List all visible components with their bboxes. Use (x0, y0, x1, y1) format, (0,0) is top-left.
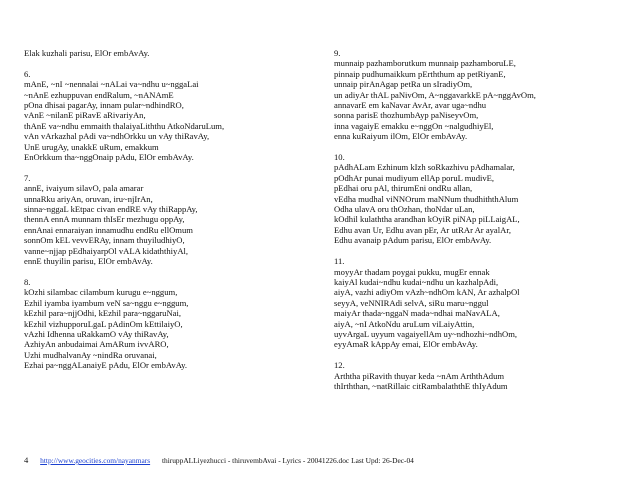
verse-line: uyvArgaL uyyum vagaiyellAm uy~ndhozhi~ndhOm, (334, 328, 518, 339)
stanza (24, 69, 316, 163)
stanza-number: 9. (334, 48, 341, 58)
page-footer (24, 455, 414, 465)
verse-line: enna kuRaiyum ilOm, ElOr embAvAy. (334, 131, 468, 142)
verse-line: sinna~nggaL kEtpac civan endRE vAy thiRappAy, (24, 204, 198, 215)
verse-line: vEdha mudhal viNNOrum maNNum thudhiththAlum (334, 193, 519, 204)
verse-line: ennAnai ennaraiyan innamudhu endRu ellOmum (24, 224, 193, 235)
right-column (334, 48, 624, 391)
footer-link[interactable]: http://www.geocities.com/nayanmars (40, 456, 151, 465)
verse-line: ~nAnE ezhuppuvan endRalum, ~nANAmE (24, 89, 174, 100)
verse-line: Edhu avan Ur, Edhu avan pEr, Ar utRAr Ar ayalAr, (334, 224, 512, 235)
verse-line: sonnOm kEL vevvERAy, innam thuyiludhiyO, (24, 235, 185, 246)
verse-line: eyyAmaR kAppAy emai, ElOr embAvAy. (334, 339, 478, 350)
stanza (24, 173, 316, 267)
verse-line: Edhu avanaip pAdum parisu, ElOr embAvAy. (334, 235, 492, 246)
verse-line: pOna dhisai pagarAy, innam pular~ndhindRO, (24, 100, 184, 111)
verse-line: munnaip pazhamborutkum munnaip pazhamboruLE, (334, 58, 516, 69)
verse-line: unnaip pirAnAgap petRa un sIradiyOm, (334, 79, 473, 90)
verse-line: vAzhi Idhenna uRakkamO vAy thiRavAy, (24, 328, 169, 339)
footer-text: thiruppALLiyezhucci - thiruvembAvai - Lyrics - 20041226.doc Last Upd: 26-Dec-04 (161, 456, 414, 465)
page-number: 4 (24, 455, 29, 465)
stanza-number: 7. (24, 172, 31, 183)
stanza-number: 8. (24, 276, 31, 287)
stanza-number: 10. (334, 152, 345, 163)
verse-line: vanne~njjap pEdhaiyarpOl vALA kidaththiyAl, (24, 245, 189, 256)
verse-line: maiyAr thada~nggaN mada~ndhai maNavALA, (334, 308, 500, 319)
verse-line: pEdhai oru pAl, thirumEni ondRu allan, (334, 183, 473, 194)
verse-line: aiyA, ~nI AtkoNdu aruLum viLaiyAttin, (334, 318, 475, 329)
verse-line: pOdhAr punai mudiyum ellAp poruL mudivE, (334, 172, 495, 183)
verse-line: Arththa piRavith thuyar keda ~nAm ArththAdum (334, 370, 505, 381)
stanza-gap (24, 267, 316, 277)
left-column (24, 48, 316, 371)
stanza (334, 256, 624, 350)
verse-line: vAn vArkazhal pAdi va~ndhOrkku un vAy thiRavAy, (24, 131, 210, 142)
verse-line: seyyA, veNNIRAdi selvA, siRu maru~nggul (334, 297, 489, 308)
verse-line: Ezhil iyamba iyambum veN sa~nggu e~nggum, (24, 297, 189, 308)
verse-line: kaiyAl kudai~ndhu kudai~ndhu un kazhalpAdi, (334, 276, 499, 287)
stanza-number: 6. (24, 68, 31, 79)
verse-line: Uzhi mudhalvanAy ~nindRa oruvanai, (24, 349, 157, 360)
stanza-gap (24, 162, 316, 172)
stanza-gap (334, 142, 624, 152)
verse-line: annE, ivaiyum silavO, pala amarar (24, 183, 144, 194)
verse-line: mAnE, ~nI ~nennalai ~nALai va~ndhu u~nggaLai (24, 79, 199, 90)
stanza-number: 12. (334, 360, 345, 371)
verse-line: inna vagaiyE emakku e~nggOn ~nalgudhiyEl, (334, 120, 494, 131)
stanza (334, 360, 624, 391)
verse-line: kOdhil kulaththa arandhan kOyiR piNAp piLLaigAL, (334, 214, 520, 225)
verse-line: ennE thuyilin parisu, ElOr embAvAy. (24, 256, 153, 267)
stanza (334, 152, 624, 246)
verse-line: unnaRku ariyAn, oruvan, iru~njIrAn, (24, 193, 153, 204)
verse-line: Ezhai pa~nggALanaiyE pAdu, ElOr embAvAy. (24, 360, 188, 371)
verse-line: thennA ennA munnam thIsEr mezhugu oppAy, (24, 214, 185, 225)
verse-line: aiyA, vazhi adiyOm vAzh~ndhOm kAN, Ar azhalpOl (334, 287, 520, 298)
stanza-gap (24, 58, 316, 68)
stanza (24, 277, 316, 371)
verse-line: sonna parisE thozhumbAyp paNiseyvOm, (334, 110, 479, 121)
verse-line: thAnE va~ndhu emmaith thalaiyaLiththu AtkoNdaruLum, (24, 120, 225, 131)
verse-line: moyyAr thadam poygai pukku, mugEr ennak (334, 266, 490, 277)
verse-line: AzhiyAn anbudaimai AmARum ivvARO, (24, 339, 169, 350)
verse-line: EnOrkkum tha~nggOnaip pAdu, ElOr embAvAy. (24, 152, 194, 163)
verse-line: Odha ulavA oru thOzhan, thoNdar uLan, (334, 204, 475, 215)
verse-line: vAnE ~nilanE piRavE aRivariyAn, (24, 110, 146, 121)
stanza (24, 48, 316, 58)
verse-line: kOzhi silambac cilambum kurugu e~nggum, (24, 287, 178, 298)
verse-line: kEzhil vizhupporuLgaL pAdinOm kEttilaiyO, (24, 318, 183, 329)
verse-line: pAdhALam Ezhinum kIzh soRkazhivu pAdhamalar, (334, 162, 515, 173)
verse-line: Elak kuzhali parisu, ElOr embAvAy. (24, 48, 150, 58)
stanza-gap (334, 246, 624, 256)
stanza (334, 48, 624, 142)
verse-line: kEzhil para~njjOdhi, kEzhil para~nggaruNai, (24, 308, 182, 319)
stanza-gap (334, 350, 624, 360)
verse-line: annavarE em kaNavar AvAr, avar uga~ndhu (334, 100, 487, 111)
verse-line: pinnaip pudhumaikkum pErththum ap petRiyanE, (334, 68, 506, 79)
verse-line: thIrththan, ~natRillaic citRambalaththE thIyAdum (334, 380, 508, 391)
verse-line: un adiyAr thAL paNivOm, A~nggavarkkE pA~nggAvOm, (334, 89, 536, 100)
verse-line: UnE urugAy, unakkE uRum, emakkum (24, 141, 159, 152)
stanza-number: 11. (334, 256, 345, 267)
